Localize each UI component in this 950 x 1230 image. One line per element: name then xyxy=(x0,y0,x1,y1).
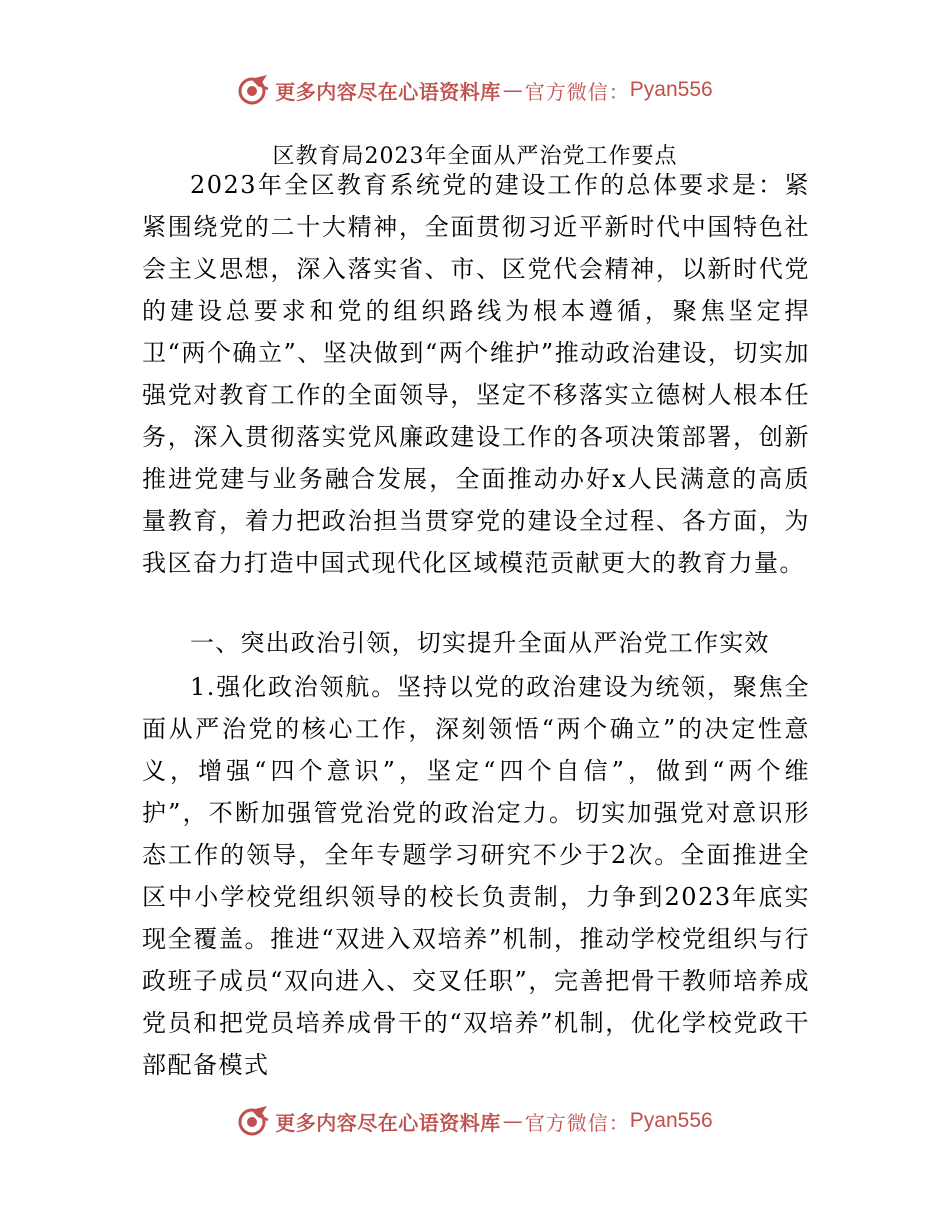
banner-brand-text: 更多内容尽在心语资料库 xyxy=(275,1110,501,1135)
banner-brand-text: 更多内容尽在心语资料库 xyxy=(275,79,501,104)
banner-wechat-account: Pyan556 xyxy=(629,78,713,101)
intro-paragraph: 2023年全区教育系统党的建设工作的总体要求是：紧紧围绕党的二十大精神，全面贯彻习近平新时代中国特色社会主义思想，深入落实省、市、区党代会精神，以新时代党的建设总要求和党的组织路线为根本遵循，聚焦坚定捍卫“两个确立”、坚决做到“两个维护”推动政治建设，切实加强党对教育工作的全面领导，坚定不移落实立德树人根本任务，深入贯彻落实党风廉政建设工作的各项决策部署，创新推进党建与业务融合发展，全面推动办好x人民满意的高质量教育，着力把政治担当贯穿党的建设全过程、各方面，为我区奋力打造中国式现代化区域模范贡献更大的教育力量。 xyxy=(142,171,810,577)
banner-separator: — xyxy=(502,78,523,102)
brand-logo-icon xyxy=(237,73,271,107)
banner-wechat-account: Pyan556 xyxy=(629,1109,713,1132)
footer-watermark-banner xyxy=(0,1101,950,1141)
section-1-heading: 一、突出政治引领，切实提升全面从严治党工作实效 xyxy=(190,629,770,657)
header-watermark-banner xyxy=(0,70,950,110)
document-title: 区教育局2023年全面从严治党工作要点 xyxy=(272,144,678,169)
banner-separator: — xyxy=(502,1109,523,1133)
brand-logo-icon xyxy=(237,1104,271,1138)
item-1-paragraph: 1.强化政治领航。坚持以党的政治建设为统领，聚焦全面从严治党的核心工作，深刻领悟“两个确立”的决定性意义，增强“四个意识”，坚定“四个自信”，做到“两个维护”，不断加强管党治党的政治定力。切实加强党对意识形态工作的领导，全年专题学习研究不少于2次。全面推进全区中小学校党组织领导的校长负责制，力争到2023年底实现全覆盖。推进“双进入双培养”机制，推动学校党组织与行政班子成员“双向进入、交叉任职”，完善把骨干教师培养成党员和把党员培养成骨干的“双培养”机制，优化学校党政干部配备模式 xyxy=(142,673,810,1079)
banner-wechat-label: 官方微信： xyxy=(524,1110,630,1135)
banner-wechat-label: 官方微信： xyxy=(524,79,630,104)
